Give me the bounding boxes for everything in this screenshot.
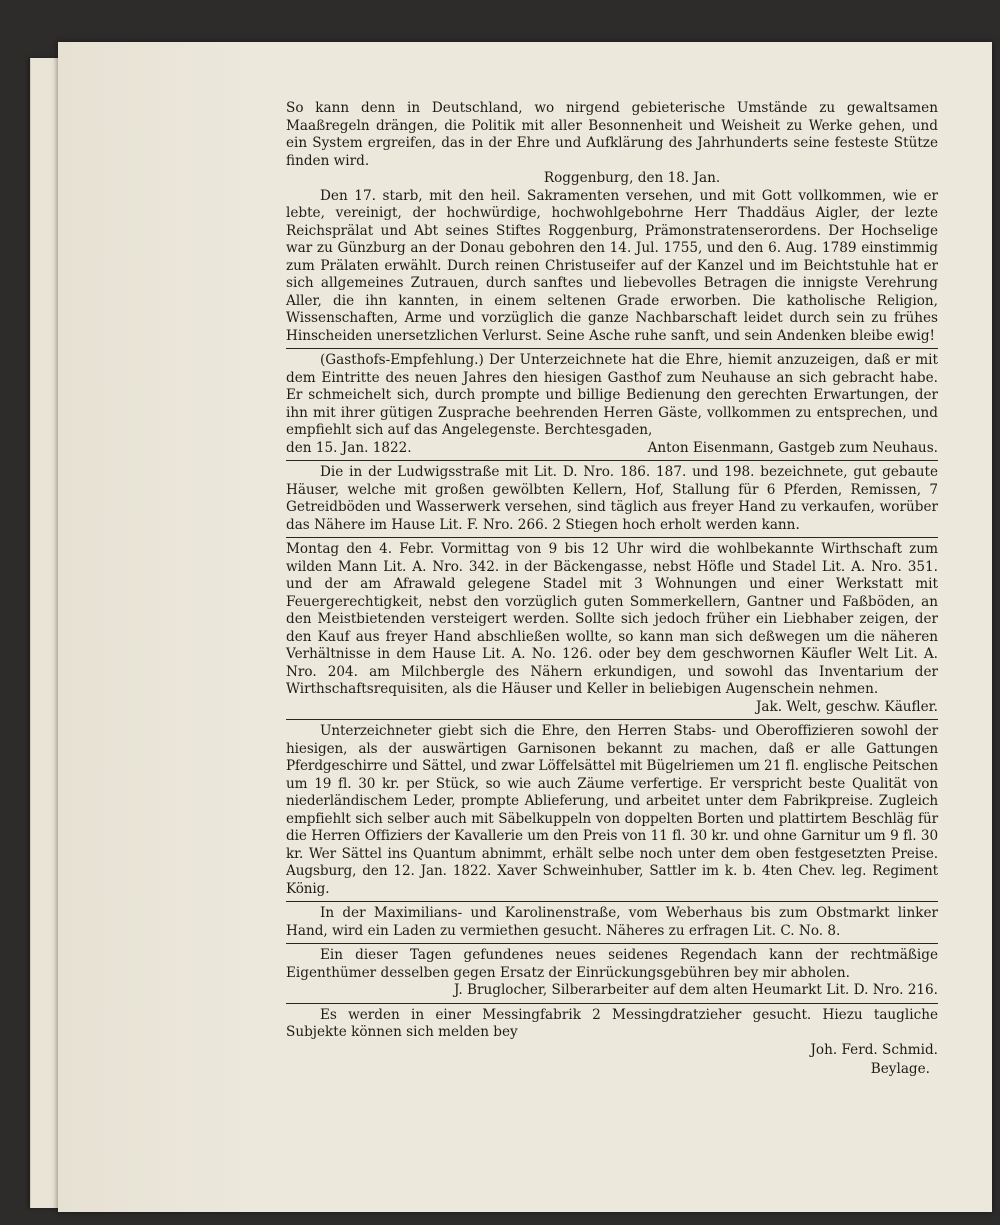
notice-text: Montag den 4. Febr. Vormittag von 9 bis 12 Uhr wird die wohlbekannte Wirthschaft zum wilden Mann Lit. A. Nro. 342. in der Bäckengasse, nebst Höfle und Stadel Lit. A. Nro. 351. und der am Afrawald gelegene Stadel mit 3 Wohnungen und einer Werkstatt mit Feuergerechtigkeit, nebst den vorzüglich guten Sommerkellern, Gantner und Faßböden, an den Meistbietenden versteigert werden. Sollte sich jedoch früher ein Liebhaber zeigen, der den Kauf aus freyer Hand abschließen wollte, so kann man sich deßwegen um die näheren Verhältnisse in dem Hause Lit. A. No. 126. oder bey dem geschwornen Käufler Welt Lit. A. Nro. 204. am Milchbergle des Nähern erkundigen, und sowohl das Inventarium der Wirthschaftsrequisiten, als die Häuser und Keller in beliebigen Augenschein nehmen.	[286, 541, 938, 697]
notice-text: (Gasthofs-Empfehlung.) Der Unterzeichnete hat die Ehre, hiemit anzuzeigen, daß er mit dem Eintritte des neuen Jahres den hiesigen Gasthof zum Neuhause an sich gebracht habe. Er schmeichelt sich, durch prompte und billige Bedienung den gerechten Erwartungen, der ihn mit ihrer gütigen Zusprache beehrenden Herren Gäste, vollkommen zu entsprechen, und empfiehlt sich auf das Angelegenste. Berchtesgaden,	[286, 352, 938, 438]
divider-rule	[286, 348, 938, 349]
catchword: Beylage.	[870, 1061, 930, 1077]
notice-gasthof	[286, 352, 938, 457]
newspaper-page	[58, 42, 992, 1212]
notice-text: Ein dieser Tagen gefundenes neues seidenes Regendach kann der rechtmäßige Eigenthümer desselben gegen Ersatz der Einrückungsgebühren bey mir abholen.	[286, 947, 938, 981]
notice-signature: Jak. Welt, geschw. Käufler.	[755, 698, 938, 715]
article-dateline: Roggenburg, den 18. Jan.	[543, 170, 721, 186]
notice-auction	[286, 541, 938, 716]
notice-shop-wanted	[286, 905, 938, 940]
divider-rule	[286, 719, 938, 720]
notice-text: Unterzeichneter giebt sich die Ehre, den Herren Stabs- und Oberoffizieren sowohl der hiesigen, als der auswärtigen Garnisonen bekannt zu machen, daß er alle Gattungen Pferdgeschirre und Sättel, und zwar Löffelsättel mit Bügelriemen um 21 fl. englische Peitschen um 19 fl. 30 kr. per Stück, so wie auch Zäume verfertige. Er verspricht beste Qualität von niederländischem Leder, prompte Ablieferung, und arbeitet unter dem Fabrikpreise. Zugleich empfiehlt sich selber auch mit Säbelkuppeln von doppelten Borten und plattirtem Beschläg für die Herren Offiziers der Kavallerie um den Preis von 11 fl. 30 kr. und ohne Garnitur um 9 fl. 30 kr. Wer Sättel ins Quantum abnimmt, erhält selbe noch unter dem oben festgesetzten Preise. Augsburg, den 12. Jan. 1822. Xaver Schweinhuber, Sattler im k. b. 4ten Chev. leg. Regiment König.	[286, 723, 938, 897]
notice-signature-line	[286, 440, 938, 458]
notice-signature: Anton Eisenmann, Gastgeb zum Neuhaus.	[647, 439, 938, 456]
notice-umbrella-found	[286, 947, 938, 1000]
divider-rule	[286, 1003, 938, 1004]
article-obituary	[286, 188, 938, 346]
notice-saddler	[286, 723, 938, 898]
article-body-text: Den 17. starb, mit den heil. Sakramenten versehen, und mit Gott vollkommen, wie er lebte, vereinigt, der hochwürdige, hochwohlgebohrne Herr Thaddäus Aigler, der lezte Reichsprälat und Abt seines Stiftes Roggenburg, Prämonstratenserordens. Der Hochselige war zu Günzburg an der Donau gebohren den 14. Jul. 1755, und den 6. Aug. 1789 einstimmig zum Prälaten erwählt. Durch reinen Christuseifer auf der Kanzel und im Beichtstuhle hat er sich allgemeines Zutrauen, durch sanftes und liebevolles Betragen die innigste Verehrung Aller, die ihn kannten, in einem seltenen Grade erworben. Die katholische Religion, Wissenschaften, Arme und vorzüglich die ganze Nachbarschaft leidet durch sein zu frühes Hinscheiden unersetzlichen Verlurst. Seine Asche ruhe sanft, und sein Andenken bleibe ewig!	[286, 187, 938, 344]
notice-text: Es werden in einer Messingfabrik 2 Messingdratzieher gesucht. Hiezu taugliche Subjekte können sich melden bey	[286, 1006, 938, 1040]
notice-date: den 15. Jan. 1822.	[286, 439, 412, 456]
notice-signature: J. Bruglocher, Silberarbeiter auf dem alten Heumarkt Lit. D. Nro. 216.	[453, 982, 938, 998]
notice-brass-workers	[286, 1007, 938, 1060]
notice-text: Die in der Ludwigsstraße mit Lit. D. Nro. 186. 187. und 198. bezeichnete, gut gebaute Häuser, welche mit großen gewölbten Kellern, Hof, Stallung für 6 Pferden, Remissen, 7 Getreidböden und Wasserwerk versehen, sind täglich aus freyer Hand zu verkaufen, worüber das Nähere im Hause Lit. F. Nro. 266. 2 Stiegen hoch erholt werden kann.	[286, 464, 938, 533]
notice-houses-sale	[286, 464, 938, 534]
notice-signature: Joh. Ferd. Schmid.	[810, 1041, 938, 1058]
divider-rule	[286, 901, 938, 902]
article-lead-text: So kann denn in Deutschland, wo nirgend gebieterische Umstände zu gewaltsamen Maaßregeln drängen, die Politik mit aller Besonnenheit und Weisheit zu Werke gehen, und ein System ergreifen, das in der Ehre und Aufklärung des Jahrhunderts seine festeste Stütze finden wird.	[286, 100, 938, 169]
notice-text: In der Maximilians- und Karolinenstraße, vom Weberhaus bis zum Obstmarkt linker Hand, wird ein Laden zu vermiethen gesucht. Näheres zu erfragen Lit. C. No. 8.	[286, 905, 938, 939]
divider-rule	[286, 537, 938, 538]
divider-rule	[286, 460, 938, 461]
divider-rule	[286, 943, 938, 944]
text-column	[286, 100, 938, 1079]
article-lead	[286, 100, 938, 170]
